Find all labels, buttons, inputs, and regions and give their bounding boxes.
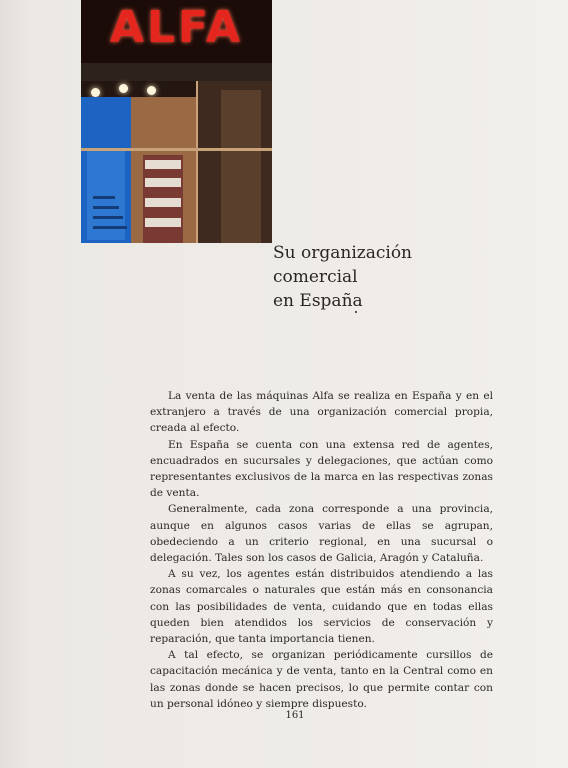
section-title bbox=[273, 241, 473, 313]
print-speck bbox=[355, 311, 357, 313]
title-line: en España bbox=[273, 291, 363, 311]
ceiling-light bbox=[147, 86, 156, 95]
storefront-photo bbox=[81, 0, 272, 243]
glass-door bbox=[221, 90, 261, 243]
stair-step bbox=[93, 206, 119, 209]
paragraph: A tal efecto, se organizan periódicamente cursillos de capacitación mecánica y de venta, tanto en la Central como en las zonas donde se hacen precisos, lo que permite contar con un personal idóneo y siempre dispuesto. bbox=[150, 649, 493, 710]
shelf-item bbox=[145, 178, 181, 187]
shelf-item bbox=[145, 218, 181, 227]
title-line: Su organización bbox=[273, 243, 412, 263]
stair-step bbox=[93, 196, 115, 199]
ceiling-light bbox=[91, 88, 100, 97]
paragraph: La venta de las máquinas Alfa se realiza en España y en el extranjero a través de una organización comercial propia, creada al efecto. bbox=[150, 390, 493, 435]
body-text bbox=[150, 388, 493, 712]
window-frame bbox=[196, 81, 198, 243]
paragraph: En España se cuenta con una extensa red de agentes, encuadrados en sucursales y delegaciones, que actúan como representantes exclusivos de la marca en las respectivas zonas de venta. bbox=[150, 438, 493, 500]
paragraph: Generalmente, cada zona corresponde a una provincia, aunque en algunos casos varias de ellas se agrupan, obedeciendo a un criterio regional, en una sucursal o delegación. Tales son los casos de Galicia, Aragón y Cataluña. bbox=[150, 503, 493, 565]
page-number: 161 bbox=[285, 710, 305, 721]
awning bbox=[81, 63, 272, 81]
shelf-item bbox=[145, 160, 181, 169]
title-line: comercial bbox=[273, 267, 358, 287]
ceiling-light bbox=[119, 84, 128, 93]
stair-step bbox=[93, 216, 123, 219]
alfa-sign bbox=[81, 0, 272, 63]
shelf-item bbox=[145, 198, 181, 207]
window-frame bbox=[81, 148, 272, 151]
alfa-sign-text: ALFA bbox=[109, 2, 244, 53]
stair-step bbox=[93, 226, 127, 229]
paragraph: A su vez, los agentes están distribuidos atendiendo a las zonas comarcales o naturales que están más en consonancia con las posibilidades de venta, cuidando que en todas ellas queden bien atendidos los servicios de conservación y reparación, que tanta importancia tienen. bbox=[150, 568, 493, 646]
